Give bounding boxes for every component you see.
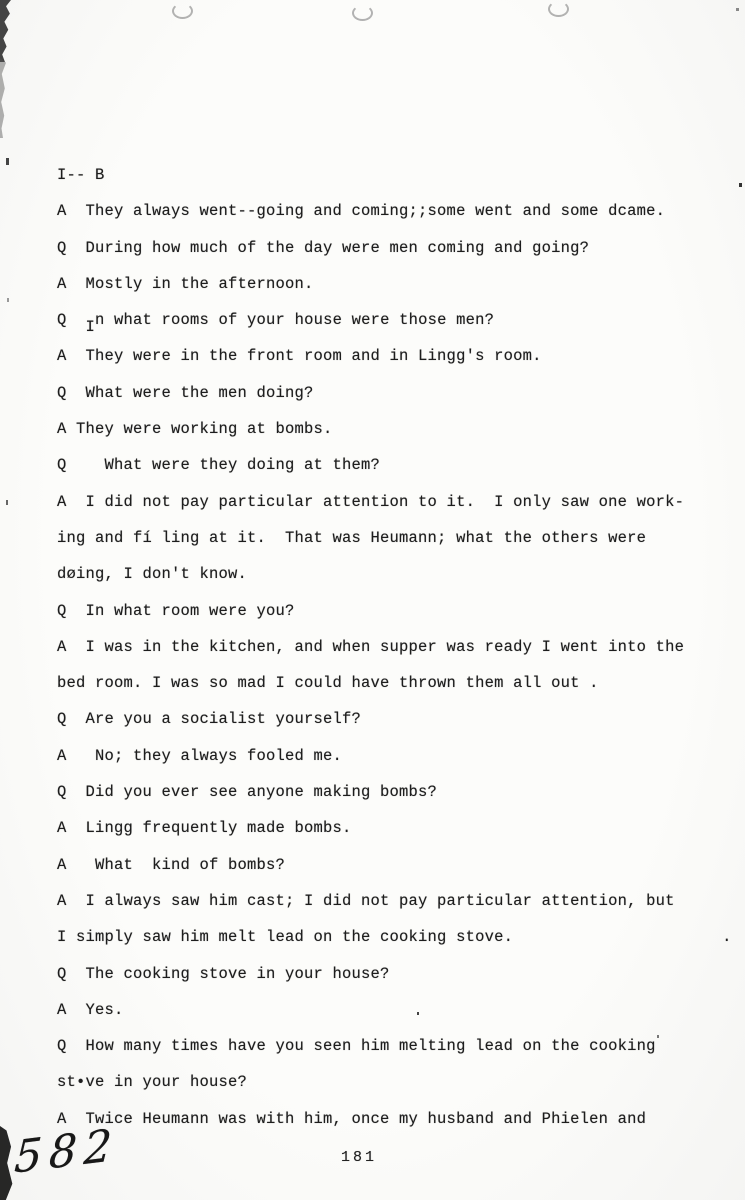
transcript-line: A I always saw him cast; I did not pay particular attention, but: [57, 891, 675, 910]
transcript-line: A Twice Heumann was with him, once my husband and Phielen and: [57, 1109, 647, 1128]
transcript-line: A Yes.: [57, 1000, 124, 1019]
transcript-line: Q The cooking stove in your house?: [57, 964, 390, 983]
transcript-line: st•ve in your house?: [57, 1073, 248, 1092]
ink-smudge: [548, 1, 569, 17]
transcript-line: A I did not pay particular attention to it. I only saw one work-: [57, 492, 685, 511]
transcript-line: Q During how much of the day were men coming and going?: [57, 238, 590, 257]
transcript-line: Q Are you a socialist yourself?: [57, 710, 362, 729]
ink-speck: [736, 8, 739, 11]
transcript-line: [57, 302, 737, 338]
transcript-line: ing and fí ling at it. That was Heumann; what the others were: [57, 528, 647, 547]
ink-speck: [739, 183, 742, 187]
transcript-line: døing, I don't know.: [57, 565, 248, 584]
transcript-line: A What kind of bombs?: [57, 855, 286, 874]
transcript-line: bed room. I was so mad I could have thrown them all out .: [57, 674, 599, 693]
ink-speck: [7, 298, 9, 302]
transcript-line: Q Did you ever see anyone making bombs?: [57, 783, 438, 802]
transcript-line: A Mostly in the afternoon.: [57, 274, 314, 293]
transcript-line: I-- B: [57, 166, 105, 184]
ink-speck: [6, 158, 9, 165]
handwritten-folio-number: 582: [13, 1119, 120, 1184]
transcript-line: A Lingg frequently made bombs.: [57, 819, 352, 838]
transcript-line: Q What were the men doing?: [57, 383, 314, 402]
scan-edge-artifact-top-left: [0, 0, 11, 62]
transcript-line: A They were working at bombs.: [57, 420, 333, 439]
page-number: 181: [341, 1149, 378, 1166]
scan-edge-artifact-top-left-fade: [0, 58, 6, 138]
transcript-segment: Q: [57, 311, 86, 330]
transcript-line: A No; they always fooled me.: [57, 746, 343, 765]
ink-speck: [6, 500, 8, 505]
transcript-segment: n what rooms of your house were those men?: [95, 311, 495, 330]
transcript-line: Q How many times have you seen him melting lead on the cooking: [57, 1037, 656, 1056]
transcript-text: [57, 157, 737, 1137]
transcript-line: I simply saw him melt lead on the cooking stove. .: [57, 928, 732, 947]
transcript-line: A They were in the front room and in Lingg's room.: [57, 347, 542, 366]
transcript-line: Q What were they doing at them?: [57, 456, 381, 475]
ink-smudge: [352, 5, 373, 21]
transcript-line: A They always went--going and coming;;some went and some dcame.: [57, 202, 666, 221]
transcript-line: A I was in the kitchen, and when supper was ready I went into the: [57, 637, 685, 656]
ink-smudge: [172, 3, 193, 19]
scan-edge-artifact-bottom-left: [0, 1126, 13, 1200]
overtyped-character: I: [85, 318, 96, 337]
transcript-line: Q In what room were you?: [57, 601, 295, 620]
